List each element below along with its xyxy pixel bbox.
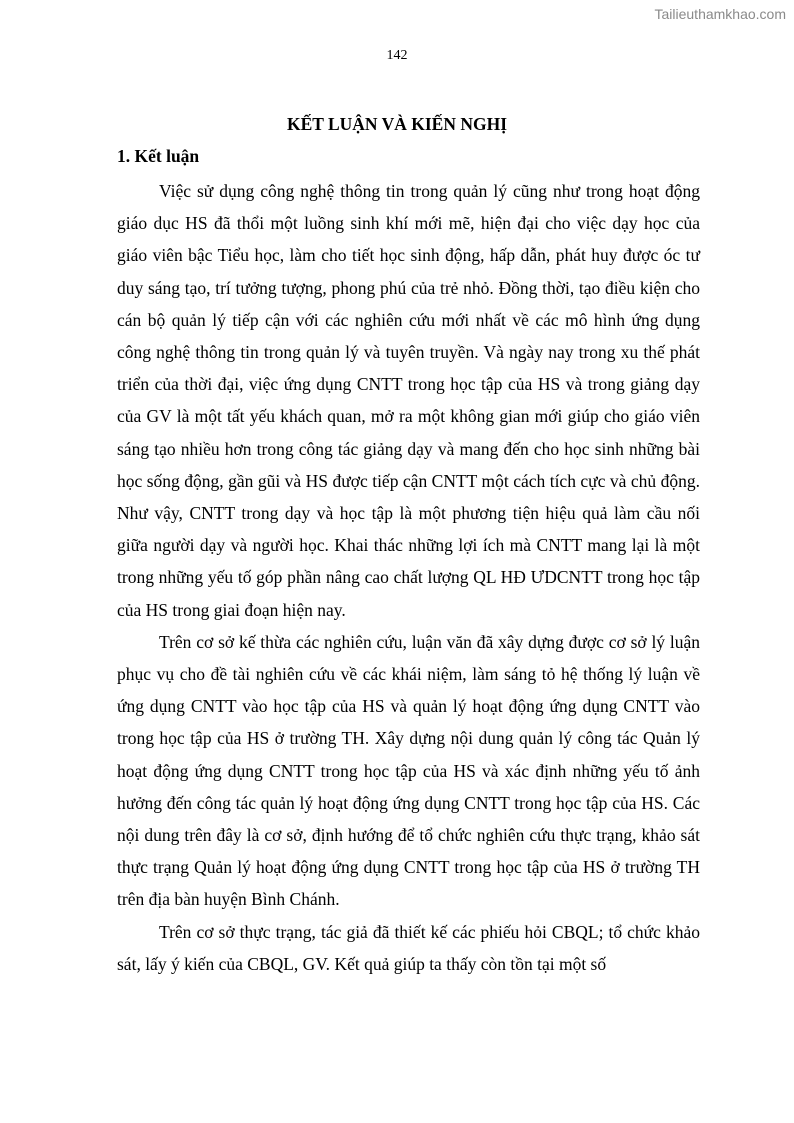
page-number: 142 xyxy=(386,48,408,63)
paragraph: Việc sử dụng công nghệ thông tin trong quản lý cũng như trong hoạt động giáo dục HS đã thổi một luồng sinh khí mới mẽ, hiện đại cho việc dạy học của giáo viên bậc Tiểu học, làm cho tiết học sinh động, hấp dẫn, phát huy được óc tư duy sáng tạo, trí tưởng tượng, phong phú của trẻ nhỏ. Đồng thời, tạo điều kiện cho cán bộ quản lý tiếp cận với các nghiên cứu mới nhất về các mô hình ứng dụng công nghệ thông tin trong quản lý và tuyên truyền. Và ngày nay trong xu thế phát triển của thời đại, việc ứng dụng CNTT trong học tập của HS và trong giảng dạy của GV là một tất yếu khách quan, mở ra một không gian mới giúp cho giáo viên sáng tạo nhiều hơn trong công tác giảng dạy và mang đến cho học sinh những bài học sống động, gần gũi và HS được tiếp cận CNTT một cách tích cực và chủ động. Như vậy, CNTT trong dạy và học tập là một phương tiện hiệu quả làm cầu nối giữa người dạy và người học. Khai thác những lợi ích mà CNTT mang lại là một trong những yếu tố góp phần nâng cao chất lượng QL HĐ ƯDCNTT trong học tập của HS trong giai đoạn hiện nay. xyxy=(117,181,700,620)
body-text xyxy=(117,175,700,980)
chapter-title: KẾT LUẬN VÀ KIẾN NGHỊ xyxy=(286,114,508,134)
paragraph: Trên cơ sở thực trạng, tác giả đã thiết kế các phiếu hỏi CBQL; tổ chức khảo sát, lấy ý kiến của CBQL, GV. Kết quả giúp ta thấy còn tồn tại một số xyxy=(117,921,700,974)
paragraph: Trên cơ sở kế thừa các nghiên cứu, luận văn đã xây dựng được cơ sở lý luận phục vụ cho đề tài nghiên cứu về các khái niệm, làm sáng tỏ hệ thống lý luận về ứng dụng CNTT vào học tập của HS và quản lý hoạt động ứng dụng CNTT vào trong học tập của HS ở trường TH. Xây dựng nội dung quản lý công tác Quản lý hoạt động ứng dụng CNTT trong học tập của HS và xác định những yếu tố ảnh hưởng đến công tác quản lý hoạt động ứng dụng CNTT trong học tập của HS. Các nội dung trên đây là cơ sở, định hướng để tổ chức nghiên cứu thực trạng, khảo sát thực trạng Quản lý hoạt động ứng dụng CNTT trong học tập của HS ở trường TH trên địa bàn huyện Bình Chánh. xyxy=(117,631,700,910)
watermark-text: Tailieuthamkhao.com xyxy=(654,6,786,22)
section-heading: 1. Kết luận xyxy=(117,146,200,166)
